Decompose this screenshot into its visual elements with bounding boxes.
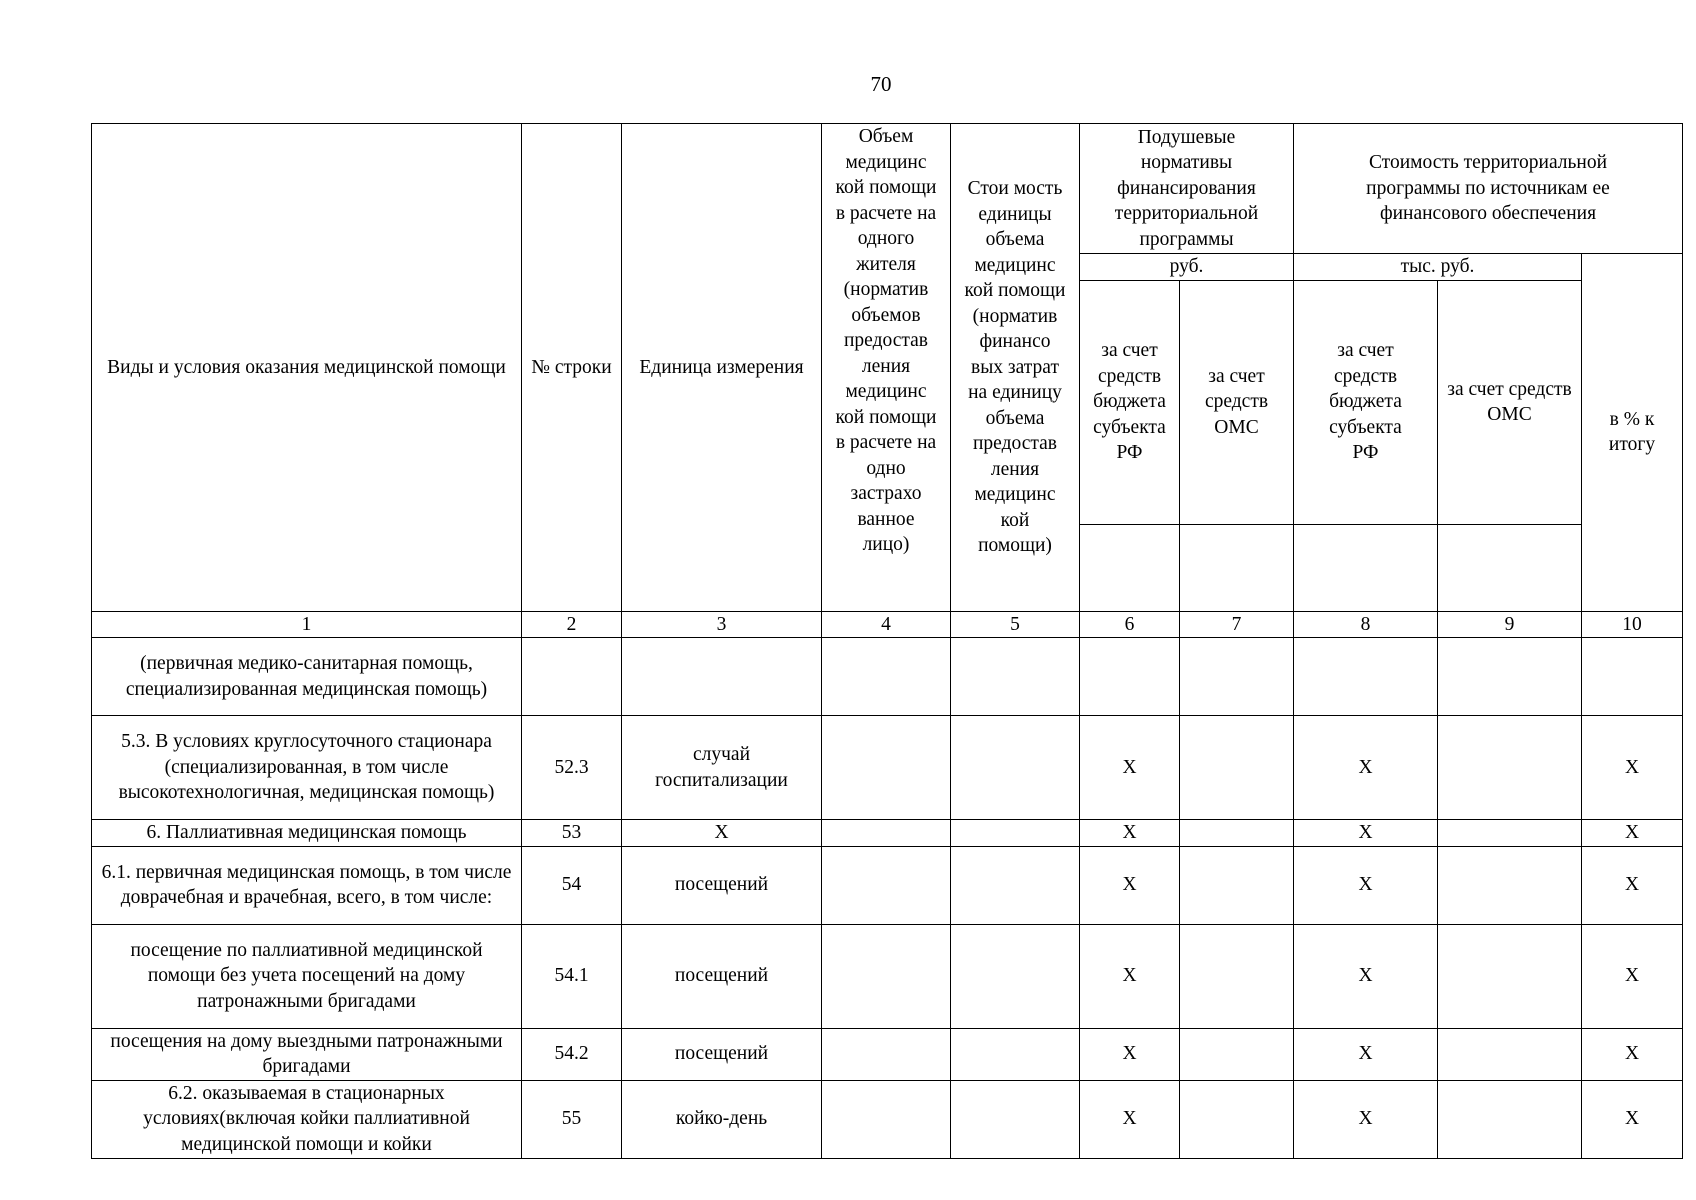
row-budget-thousand: X bbox=[1294, 820, 1438, 847]
column-number: 6 bbox=[1080, 611, 1180, 638]
header-line-number: № строки bbox=[522, 124, 622, 612]
row-budget-rub: X bbox=[1080, 716, 1180, 820]
header-unit-cost: Стои мость единицы объема медицинс кой помощи (норматив финансо вых затрат на единицу объема предостав ления медицинс кой помощи) bbox=[951, 124, 1080, 612]
row-name: 6.1. первичная медицинская помощь, в том числе доврачебная и врачебная, всего, в том числе: bbox=[92, 846, 522, 924]
header-oms-rub: за счет средств ОМС bbox=[1180, 280, 1294, 524]
row-budget-thousand: X bbox=[1294, 1028, 1438, 1080]
row-line-number: 52.3 bbox=[522, 716, 622, 820]
row-unit: X bbox=[622, 820, 822, 847]
row-budget-rub bbox=[1080, 638, 1180, 716]
row-unit: посещений bbox=[622, 924, 822, 1028]
header-per-capita-group: Подушевые нормативы финансирования территориальной программы bbox=[1080, 124, 1294, 254]
row-budget-rub: X bbox=[1080, 846, 1180, 924]
column-number: 7 bbox=[1180, 611, 1294, 638]
row-unit: случай госпитализации bbox=[622, 716, 822, 820]
row-percent: X bbox=[1582, 1028, 1683, 1080]
row-budget-rub: X bbox=[1080, 924, 1180, 1028]
row-name: посещения на дому выездными патронажными бригадами bbox=[92, 1028, 522, 1080]
row-name: (первичная медико-санитарная помощь, специализированная медицинская помощь) bbox=[92, 638, 522, 716]
row-budget-rub: X bbox=[1080, 1080, 1180, 1158]
header-care-types: Виды и условия оказания медицинской помощи bbox=[92, 124, 522, 612]
column-number: 2 bbox=[522, 611, 622, 638]
header-unit: Единица измерения bbox=[622, 124, 822, 612]
row-line-number: 55 bbox=[522, 1080, 622, 1158]
page-number: 70 bbox=[870, 72, 892, 96]
row-name: 5.3. В условиях круглосуточного стационара (специализированная, в том числе высокотехнологичная, медицинская помощь) bbox=[92, 716, 522, 820]
header-budget-thousand: за счет средств бюджета субъекта РФ bbox=[1294, 280, 1438, 524]
header-budget-rub: за счет средств бюджета субъекта РФ bbox=[1080, 280, 1180, 524]
table-row bbox=[92, 716, 1683, 820]
row-percent bbox=[1582, 638, 1683, 716]
column-number: 5 bbox=[951, 611, 1080, 638]
row-percent: X bbox=[1582, 716, 1683, 820]
row-unit: койко-день bbox=[622, 1080, 822, 1158]
header-percent-total: в % к итогу bbox=[1582, 254, 1683, 612]
column-number: 8 bbox=[1294, 611, 1438, 638]
row-unit: посещений bbox=[622, 846, 822, 924]
row-percent: X bbox=[1582, 1080, 1683, 1158]
header-oms-thousand: за счет средств ОМС bbox=[1438, 280, 1582, 524]
row-budget-thousand: X bbox=[1294, 924, 1438, 1028]
row-budget-thousand bbox=[1294, 638, 1438, 716]
column-number: 10 bbox=[1582, 611, 1683, 638]
row-budget-rub: X bbox=[1080, 1028, 1180, 1080]
column-number: 4 bbox=[822, 611, 951, 638]
row-name: 6. Паллиативная медицинская помощь bbox=[92, 820, 522, 847]
row-line-number: 54.1 bbox=[522, 924, 622, 1028]
row-budget-thousand: X bbox=[1294, 1080, 1438, 1158]
column-number: 3 bbox=[622, 611, 822, 638]
financing-table bbox=[91, 123, 1683, 1159]
header-program-cost-group: Стоимость территориальной программы по источникам ее финансового обеспечения bbox=[1294, 124, 1683, 254]
row-line-number: 53 bbox=[522, 820, 622, 847]
row-name: 6.2. оказываемая в стационарных условиях(включая койки паллиативной медицинской помощи и койки bbox=[92, 1080, 522, 1158]
header-unit-thousand-rub: тыс. руб. bbox=[1294, 254, 1582, 281]
header-volume-norm: Объем медицинс кой помощи в расчете на одного жителя (норматив объемов предостав ления медицинс кой помощи в расчете на одно застрахо ванное лицо) bbox=[822, 124, 951, 612]
table-row bbox=[92, 1028, 1683, 1080]
table-row bbox=[92, 924, 1683, 1028]
row-percent: X bbox=[1582, 820, 1683, 847]
row-unit bbox=[622, 638, 822, 716]
table-row bbox=[92, 1080, 1683, 1158]
row-unit: посещений bbox=[622, 1028, 822, 1080]
row-percent: X bbox=[1582, 924, 1683, 1028]
row-percent: X bbox=[1582, 846, 1683, 924]
table-row bbox=[92, 820, 1683, 847]
row-line-number: 54 bbox=[522, 846, 622, 924]
row-line-number: 54.2 bbox=[522, 1028, 622, 1080]
header-unit-rub: руб. bbox=[1080, 254, 1294, 281]
row-budget-thousand: X bbox=[1294, 846, 1438, 924]
table-row bbox=[92, 638, 1683, 716]
column-number: 9 bbox=[1438, 611, 1582, 638]
row-budget-thousand: X bbox=[1294, 716, 1438, 820]
row-line-number bbox=[522, 638, 622, 716]
column-number: 1 bbox=[92, 611, 522, 638]
row-budget-rub: X bbox=[1080, 820, 1180, 847]
row-name: посещение по паллиативной медицинской помощи без учета посещений на дому патронажными бригадами bbox=[92, 924, 522, 1028]
table-row bbox=[92, 846, 1683, 924]
